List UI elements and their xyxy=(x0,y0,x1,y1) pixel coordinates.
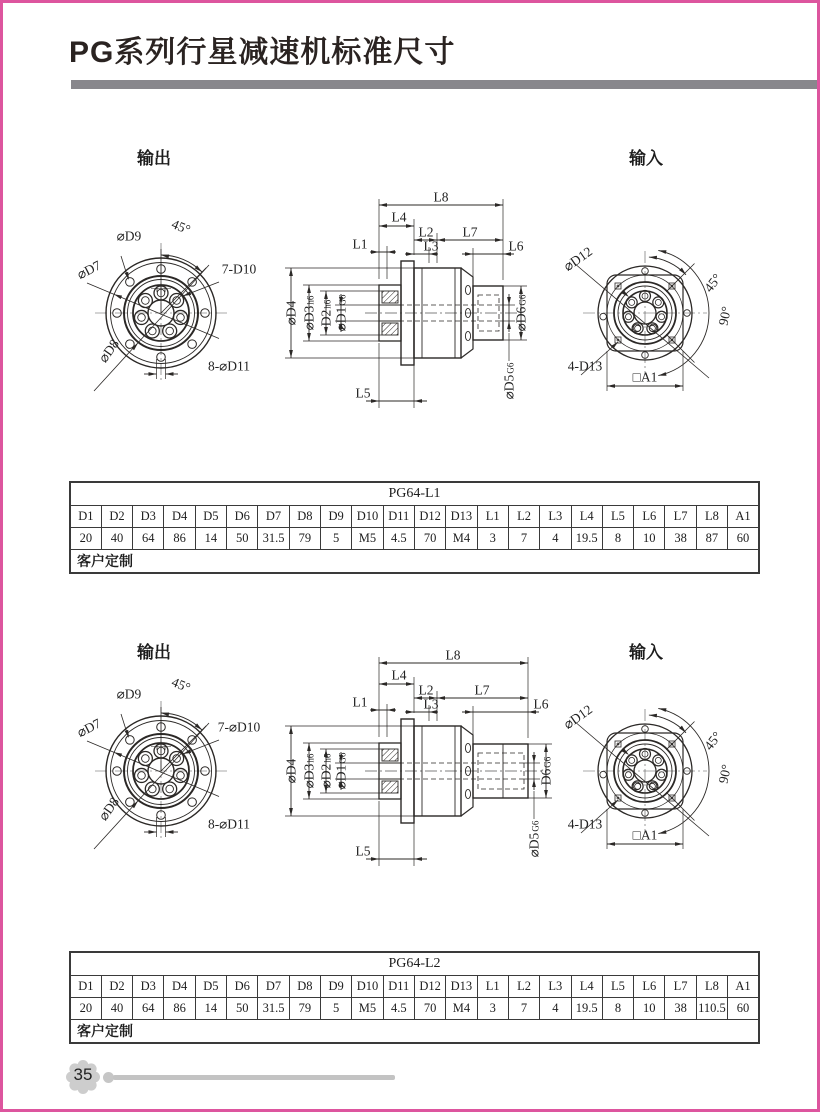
dim-value: 5 xyxy=(321,998,352,1020)
col-header: L5 xyxy=(602,506,633,528)
table-title: PG64-L2 xyxy=(70,952,759,976)
table-title: PG64-L1 xyxy=(70,482,759,506)
dim-label-d1: ⌀D1G6 xyxy=(333,752,349,790)
dim-value: 31.5 xyxy=(258,528,289,550)
dim-label-rear-45deg: 45° xyxy=(701,728,725,753)
dim-value: 70 xyxy=(414,528,445,550)
col-header: L6 xyxy=(634,976,665,998)
col-header: D8 xyxy=(289,506,320,528)
dim-label-d5: ⌀D5G6 xyxy=(526,820,542,858)
table-title-row xyxy=(70,482,759,506)
col-header: L8 xyxy=(696,976,727,998)
dim-label-l7: L7 xyxy=(474,682,490,698)
col-header: D3 xyxy=(133,506,164,528)
dim-value: 10 xyxy=(634,528,665,550)
dim-value: 50 xyxy=(227,998,258,1020)
dim-label-l7: L7 xyxy=(462,224,478,240)
dim-label-l8: L8 xyxy=(445,647,461,663)
dim-label-l3: L3 xyxy=(423,238,439,254)
footer-line xyxy=(113,1075,395,1080)
table-title-row xyxy=(70,952,759,976)
col-header: L1 xyxy=(477,506,508,528)
dim-value: 10 xyxy=(634,998,665,1020)
dim-label-d7: ⌀D7 xyxy=(74,715,104,741)
dim-value: 4 xyxy=(540,998,571,1020)
col-header: D12 xyxy=(414,506,445,528)
col-header: L6 xyxy=(634,506,665,528)
dim-label-d2: ⌀D2h6 xyxy=(318,753,334,789)
table-header-row xyxy=(70,506,759,528)
title-divider-bar xyxy=(71,80,817,89)
col-header: D10 xyxy=(352,976,383,998)
dim-label-d3: ⌀D3h6 xyxy=(301,295,317,331)
col-header: D9 xyxy=(321,506,352,528)
dim-value: 70 xyxy=(414,998,445,1020)
dim-value: 38 xyxy=(665,998,696,1020)
input-view-label: 输入 xyxy=(629,149,663,168)
dim-value: M4 xyxy=(446,998,477,1020)
dim-value: 60 xyxy=(728,998,759,1020)
col-header: D4 xyxy=(164,506,195,528)
col-header: D3 xyxy=(133,976,164,998)
table-header-row xyxy=(70,976,759,998)
dim-value: 19.5 xyxy=(571,528,602,550)
dim-label-d3: ⌀D3h6 xyxy=(301,753,317,789)
dim-value: 3 xyxy=(477,998,508,1020)
dim-value: 60 xyxy=(728,528,759,550)
page-footer xyxy=(61,1055,461,1099)
col-header: L3 xyxy=(540,506,571,528)
col-header: L3 xyxy=(540,976,571,998)
dim-label-l6: L6 xyxy=(508,238,524,254)
table-value-row xyxy=(70,998,759,1020)
dim-value: 64 xyxy=(133,998,164,1020)
table-footer-row xyxy=(70,1020,759,1044)
dim-label-l2: L2 xyxy=(418,224,434,240)
col-header: D12 xyxy=(414,976,445,998)
drawing-set-pg64-l1 xyxy=(69,149,759,443)
dimension-table-pg64-l1 xyxy=(69,481,760,574)
table-footer-row xyxy=(70,550,759,574)
col-header: D1 xyxy=(70,506,101,528)
dim-value: 7 xyxy=(508,998,539,1020)
dim-label-l6: L6 xyxy=(533,696,549,712)
dim-value: 79 xyxy=(289,998,320,1020)
dim-value: 86 xyxy=(164,998,195,1020)
col-header: D8 xyxy=(289,976,320,998)
dim-label-d6: D6G6 xyxy=(538,756,554,786)
dim-label-a1: □A1 xyxy=(632,827,658,843)
col-header: L7 xyxy=(665,506,696,528)
dim-value: 7 xyxy=(508,528,539,550)
col-header: D2 xyxy=(101,976,132,998)
col-header: D13 xyxy=(446,976,477,998)
dim-label-8-d11: 8-⌀D11 xyxy=(207,358,251,374)
col-header: L2 xyxy=(508,506,539,528)
col-header: D5 xyxy=(195,506,226,528)
dim-value: 19.5 xyxy=(571,998,602,1020)
col-header: L1 xyxy=(477,976,508,998)
dim-label-d2: D2h6 xyxy=(318,299,334,327)
dim-label-d7: ⌀D7 xyxy=(74,257,104,283)
dim-label-d12: ⌀D12 xyxy=(560,701,596,732)
dim-label-d1: ⌀D1G6 xyxy=(333,294,349,332)
dim-value: 50 xyxy=(227,528,258,550)
output-view-label: 输出 xyxy=(137,643,171,662)
output-view-label: 输出 xyxy=(137,149,171,168)
page-title: PG系列行星减速机标准尺寸 xyxy=(69,36,456,69)
col-header: A1 xyxy=(728,976,759,998)
dim-value: 4 xyxy=(540,528,571,550)
dim-label-l8: L8 xyxy=(433,189,449,205)
page-number: 35 xyxy=(73,1065,93,1084)
col-header: L5 xyxy=(602,976,633,998)
col-header: D7 xyxy=(258,506,289,528)
dim-label-rear-45deg: 45° xyxy=(701,270,725,295)
dim-label-d9: ⌀D9 xyxy=(116,228,142,244)
dim-label-45deg: 45° xyxy=(169,674,193,696)
dim-value: 31.5 xyxy=(258,998,289,1020)
dim-label-8-d11: 8-⌀D11 xyxy=(207,816,251,832)
dim-value: 64 xyxy=(133,528,164,550)
col-header: D2 xyxy=(101,506,132,528)
dim-value: 87 xyxy=(696,528,727,550)
dim-value: 86 xyxy=(164,528,195,550)
dim-label-l2: L2 xyxy=(418,682,434,698)
dimension-table-pg64-l2 xyxy=(69,951,760,1044)
col-header: D11 xyxy=(383,976,414,998)
input-view-label: 输入 xyxy=(629,643,663,662)
gearbox-technical-drawing xyxy=(69,153,759,443)
col-header: D9 xyxy=(321,976,352,998)
dim-label-45deg: 45° xyxy=(169,216,193,238)
col-header: D5 xyxy=(195,976,226,998)
dim-value: 110.5 xyxy=(696,998,727,1020)
col-header: A1 xyxy=(728,506,759,528)
table-footer-note: 客户定制 xyxy=(70,1020,759,1044)
dim-value: 20 xyxy=(70,528,101,550)
dim-label-4-d13: 4-D13 xyxy=(567,816,603,832)
dim-value: 4.5 xyxy=(383,528,414,550)
dim-label-d5: ⌀D5G6 xyxy=(501,362,517,400)
dim-label-l4: L4 xyxy=(391,667,407,683)
dim-value: 20 xyxy=(70,998,101,1020)
dim-label-l1: L1 xyxy=(352,694,368,710)
dim-value: M5 xyxy=(352,528,383,550)
dim-value: 8 xyxy=(602,998,633,1020)
dim-label-4-d13: 4-D13 xyxy=(567,358,603,374)
dim-value: 40 xyxy=(101,528,132,550)
col-header: D1 xyxy=(70,976,101,998)
dim-value: 3 xyxy=(477,528,508,550)
dim-value: 79 xyxy=(289,528,320,550)
dim-label-l4: L4 xyxy=(391,209,407,225)
dim-value: 40 xyxy=(101,998,132,1020)
dim-label-7-d10: 7-D10 xyxy=(221,261,257,277)
dim-value: 38 xyxy=(665,528,696,550)
dim-label-d6: ⌀D6G6 xyxy=(513,294,529,332)
dim-value: 14 xyxy=(195,998,226,1020)
dim-label-d4: ⌀D4 xyxy=(283,300,299,326)
col-header: L4 xyxy=(571,976,602,998)
table-footer-note: 客户定制 xyxy=(70,550,759,574)
col-header: L4 xyxy=(571,506,602,528)
gearbox-technical-drawing xyxy=(69,611,759,901)
col-header: D10 xyxy=(352,506,383,528)
dim-value: 4.5 xyxy=(383,998,414,1020)
dim-label-l5: L5 xyxy=(355,843,371,859)
dim-label-d8: ⌀D8 xyxy=(95,336,123,366)
table-value-row xyxy=(70,528,759,550)
col-header: D6 xyxy=(227,976,258,998)
col-header: D4 xyxy=(164,976,195,998)
dim-value: M5 xyxy=(352,998,383,1020)
dim-value: 5 xyxy=(321,528,352,550)
dim-label-d8: ⌀D8 xyxy=(95,794,123,824)
col-header: D6 xyxy=(227,506,258,528)
dim-label-l3: L3 xyxy=(423,696,439,712)
col-header: D7 xyxy=(258,976,289,998)
dim-value: 8 xyxy=(602,528,633,550)
col-header: L7 xyxy=(665,976,696,998)
drawing-set-pg64-l2 xyxy=(69,611,759,901)
dim-label-d9: ⌀D9 xyxy=(116,686,142,702)
dim-label-7-d10: 7-⌀D10 xyxy=(217,719,261,735)
dim-label-d4: ⌀D4 xyxy=(283,758,299,784)
dim-label-l1: L1 xyxy=(352,236,368,252)
dim-value: M4 xyxy=(446,528,477,550)
col-header: D11 xyxy=(383,506,414,528)
dim-label-d12: ⌀D12 xyxy=(560,243,596,274)
dim-label-a1: □A1 xyxy=(632,369,658,385)
dim-label-l5: L5 xyxy=(355,385,371,401)
col-header: L8 xyxy=(696,506,727,528)
dim-label-rear-90deg: 90° xyxy=(715,305,735,327)
col-header: L2 xyxy=(508,976,539,998)
dim-value: 14 xyxy=(195,528,226,550)
col-header: D13 xyxy=(446,506,477,528)
dim-label-rear-90deg: 90° xyxy=(715,763,735,785)
